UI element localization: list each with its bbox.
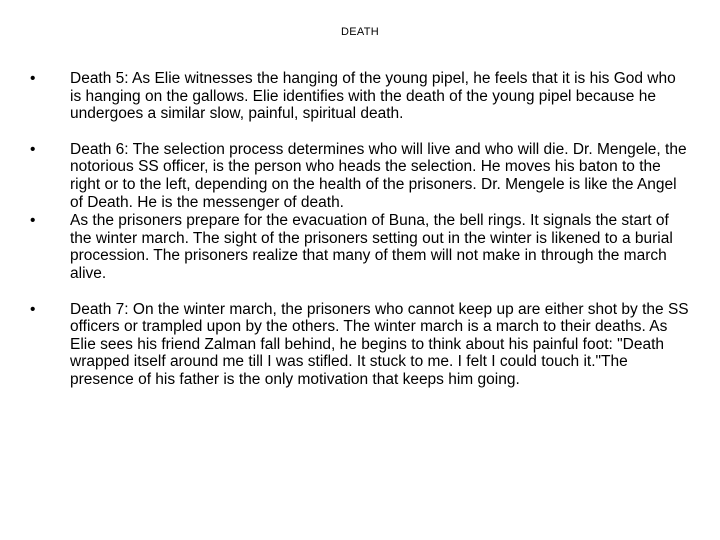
bullet-text: As the prisoners prepare for the evacuation of Buna, the bell rings. It signals the start of the winter march. The sight of the prisoners setting out in the winter is likened to a burial procession. The prisoners realize that many of them will not make in through the march alive. [70, 212, 673, 282]
bullet-marker: • [30, 212, 36, 230]
bullet-item [30, 212, 690, 282]
bullet-marker: • [30, 300, 36, 318]
bullet-item [30, 70, 690, 123]
bullet-item [30, 141, 690, 211]
slide-title: DEATH [341, 26, 379, 38]
bullet-text: Death 7: On the winter march, the prisoners who cannot keep up are either shot by the SS officers or trampled upon by the others. The winter march is a march to their deaths. As Elie sees his friend Zalman fall behind, he begins to think about his painful foot: "Death wrapped itself around me till I was stifled. It stuck to me. I felt I could touch it."The presence of his father is the only motivation that keeps him going. [70, 300, 689, 388]
bullet-marker: • [30, 70, 36, 87]
bullet-marker: • [30, 140, 36, 158]
bullet-text: Death 6: The selection process determines who will live and who will die. Dr. Mengele, the notorious SS officer, is the person who heads the selection. He moves his baton to the right or to the left, depending on the health of the prisoners. Dr. Mengele is like the Angel of Death. He is the messenger of death. [70, 140, 687, 211]
bullet-list [30, 70, 690, 389]
bullet-item [30, 301, 690, 389]
bullet-text: Death 5: As Elie witnesses the hanging of the young pipel, he feels that it is his God who is hanging on the gallows. Elie identifies with the death of the young pipel because he undergoes a similar slow, painful, spiritual death. [70, 70, 676, 123]
